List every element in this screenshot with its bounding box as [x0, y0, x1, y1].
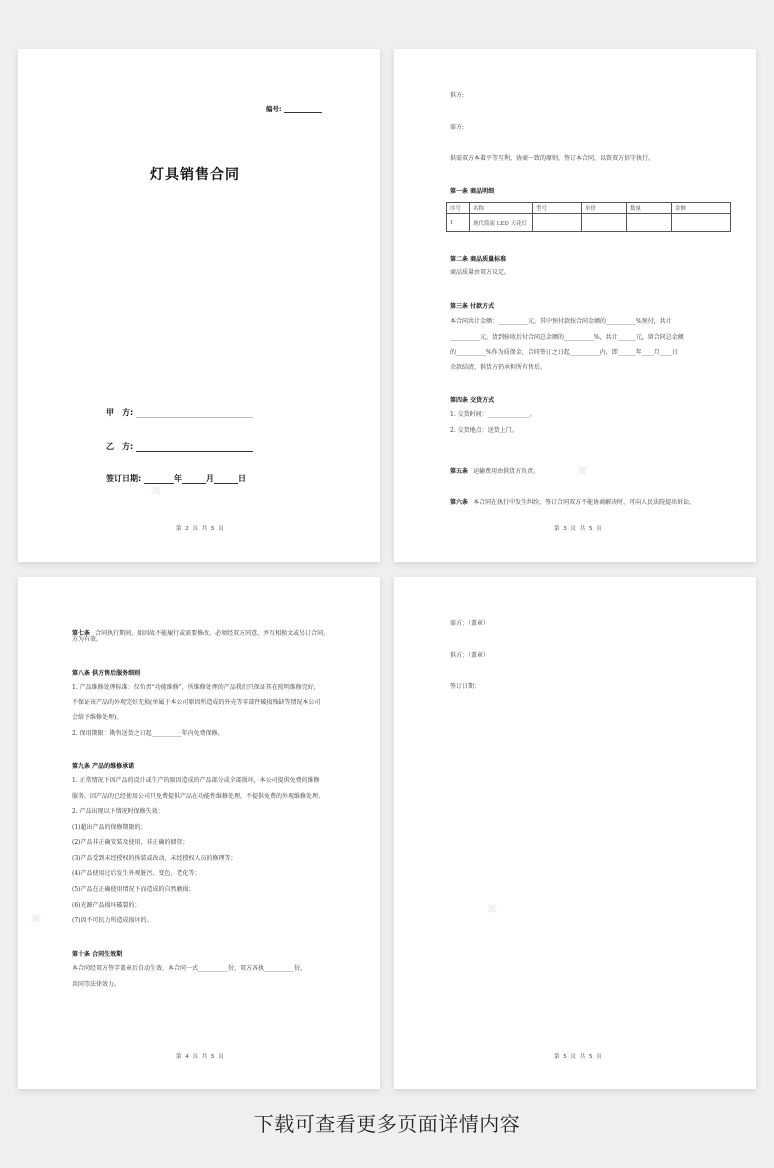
- article-7: [72, 620, 329, 639]
- day-blank: [214, 475, 238, 484]
- year-label: 年: [174, 474, 182, 483]
- table-header-cell: 序号: [447, 203, 470, 214]
- buyer-label: 需方:: [450, 124, 465, 131]
- table-cell: 现代简流 LED 天花灯: [470, 214, 533, 232]
- contract-title: 灯具销售合同: [150, 167, 240, 183]
- article-3-line: 本合同共计金额：__________元，其中预付款按合同金额的__________%预付，共计: [450, 318, 672, 325]
- table-cell: [582, 214, 627, 232]
- party-a-blank: [136, 409, 253, 418]
- article-4-title: 第四条 交货方式: [450, 397, 495, 404]
- article-3-line: __________元，货到验收后付合同总金额的__________%，共计______元，留合同总金额: [450, 334, 684, 341]
- month-blank: [182, 475, 206, 484]
- contract-page-2: [18, 49, 380, 562]
- article-9-line: 服务，因产品的已经使用公司只免费提供产品在功能性维修处理，不提供免费的外观维修处理。: [72, 793, 325, 800]
- contract-number-field: [266, 104, 322, 113]
- article-4-line: 2. 交货地点：送货上门。: [450, 427, 518, 434]
- party-a-field: [106, 407, 253, 418]
- article-10-line: 本合同经双方签字盖章后自动生效，本合同一式__________份，双方各执__________份，: [72, 965, 307, 972]
- watermark: ✦: [568, 455, 599, 488]
- table-cell: [672, 214, 731, 232]
- contract-page-4: [18, 577, 380, 1089]
- article-9-title: 第九条 产品的维修承诺: [72, 763, 135, 770]
- watermark: ✦: [22, 903, 53, 936]
- article-9-line: 2. 产品出现以下情况时保修失效：: [72, 808, 164, 815]
- article-9-line: (2)产品非正确安装及使用，非正确的储存；: [72, 839, 189, 846]
- article-9-line: (6)光源产品损坏破裂的；: [72, 902, 141, 909]
- article-3-title: 第三条 付款方式: [450, 303, 495, 310]
- article-4-line: 1. 交货时间：______________。: [450, 411, 536, 418]
- table-cell: [533, 214, 582, 232]
- article-7-line: 合同执行期间，如因故不能履行或需要修改，必须经双方同意，并互相换文或另订合同，: [95, 630, 330, 637]
- buyer-seal-label: 需方：（盖章）: [450, 620, 490, 627]
- article-7-title: 第七条: [72, 630, 91, 637]
- page-footer: 第 5 页 共 5 页: [554, 1054, 603, 1060]
- article-7-line: 方为有效。: [72, 636, 103, 643]
- sign-date-label: 签订日期：: [450, 683, 481, 690]
- article-3-line: 的__________%作为质保金，合同签订之日起__________内，即______年____月____日: [450, 349, 678, 356]
- article-9-line: (4)产品使用过后发生外观脏污、变色、老化等；: [72, 870, 201, 877]
- month-label: 月: [206, 474, 214, 483]
- party-b-blank: [136, 443, 253, 452]
- supplier-label: 供方:: [450, 92, 465, 99]
- article-5-title: 第五条: [450, 468, 469, 475]
- article-9-line: 1. 正常情况下因产品的设计或生产的原因造成的产品部分或全部损坏，本公司提供免费的维修: [72, 777, 320, 784]
- article-9-line: (3)产品受到未经授权的拆装或改动，未经授权人员的修理等；: [72, 855, 237, 862]
- watermark: ✦: [142, 475, 173, 508]
- article-6: [450, 489, 695, 508]
- supplier-seal-label: 供方：（盖章）: [450, 652, 490, 659]
- article-10-line: 共同等法律效力。: [72, 981, 121, 988]
- article-8-line: 2. 保用期限：勘售送货之日起__________年内免费保修。: [72, 730, 224, 737]
- article-9-line: (7)因不可抗力所造成损坏的。: [72, 917, 153, 924]
- party-b-field: [106, 441, 253, 452]
- article-8-line: 1. 产品维修处理标准：仅负责“功能维修”，所维修处理的产品我们只保证其在照明维修完好，: [72, 684, 320, 691]
- table-header-cell: 金额: [672, 203, 731, 214]
- contract-number-label: 编号:: [266, 105, 282, 113]
- items-table: [446, 202, 731, 232]
- article-10-title: 第十条 合同生效期: [72, 951, 123, 958]
- table-header-cell: 数量: [627, 203, 672, 214]
- day-label: 日: [238, 474, 246, 483]
- article-8-title: 第八条 供方售后服务细则: [72, 670, 141, 677]
- table-header-cell: 名称: [470, 203, 533, 214]
- article-1-title: 第一条 商品明细: [450, 188, 495, 195]
- download-caption: 下载可查看更多页面详情内容: [253, 1112, 521, 1136]
- table-header-cell: 型号: [533, 203, 582, 214]
- contract-page-3: [394, 49, 756, 562]
- page-footer: 第 2 页 共 5 页: [176, 526, 225, 532]
- article-9-line: (5)产品在正确使用情况下而造成的自然磨损；: [72, 886, 195, 893]
- intro-text: 供需双方本着平等互利、协商一致的原则，签订本合同，以资双方信守执行。: [450, 155, 655, 162]
- table-cell: 1: [447, 214, 470, 232]
- article-9-line: (1)超出产品的保修期限的；: [72, 824, 147, 831]
- article-6-text: 本合同在执行中发生纠纷，签订合同双方不能协商解决时，可向人民法院提出诉讼。: [473, 499, 696, 506]
- article-3-line: 余款结清，供货方仍承担所有售后。: [450, 364, 547, 371]
- table-cell: [627, 214, 672, 232]
- article-5-text: 运输费用由供货方负责。: [473, 468, 540, 475]
- table-header-row: [447, 203, 731, 214]
- contract-number-blank: [284, 106, 322, 113]
- party-a-label: 甲 方:: [106, 408, 134, 417]
- sign-date-field: [106, 473, 246, 484]
- party-b-label: 乙 方:: [106, 442, 134, 451]
- table-header-cell: 单价: [582, 203, 627, 214]
- contract-page-5: [394, 577, 756, 1089]
- article-8-line: 会给予维修处理)。: [72, 714, 123, 721]
- page-footer: 第 4 页 共 5 页: [176, 1054, 225, 1060]
- sign-date-label: 签订日期:: [106, 474, 142, 483]
- article-2-text: 商品质量由双方议定。: [450, 269, 511, 276]
- watermark: ✦: [478, 893, 509, 926]
- article-5: [450, 458, 539, 477]
- table-row: [447, 214, 731, 232]
- article-6-title: 第六条: [450, 499, 469, 506]
- article-8-line: 不保证该产品的外观完好无损(单属于本公司原因所造成的外壳等零部件破损残缺等情况本公司: [72, 699, 321, 706]
- article-2-title: 第二条 商品质量标准: [450, 256, 507, 263]
- page-footer: 第 3 页 共 5 页: [554, 526, 603, 532]
